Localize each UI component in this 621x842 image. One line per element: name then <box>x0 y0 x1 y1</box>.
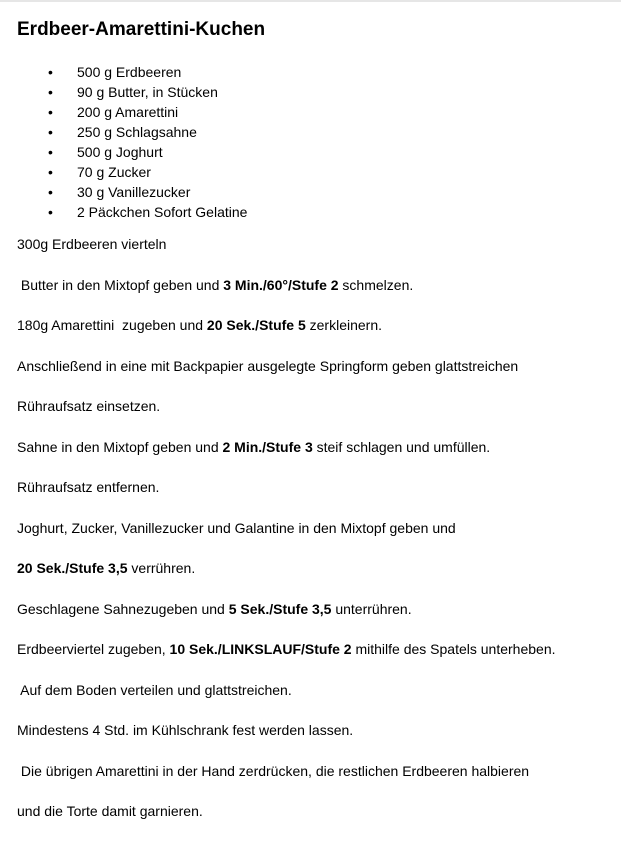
step-setting: 5 Sek./Stufe 3,5 <box>228 600 332 617</box>
bullet-icon: • <box>48 144 53 160</box>
ingredient-text: 90 g Butter, in Stücken <box>77 84 218 100</box>
instruction-step <box>17 437 607 478</box>
instruction-step <box>17 720 607 761</box>
ingredient-text: 500 g Joghurt <box>77 144 163 160</box>
step-text: Mindestens 4 Std. im Kühlschrank fest werden lassen. <box>17 722 354 738</box>
ingredient-text: 250 g Schlagsahne <box>77 124 197 140</box>
instruction-step <box>17 558 607 599</box>
instruction-step <box>17 356 607 397</box>
ingredient-item <box>17 122 607 142</box>
step-text: steif schlagen und umfüllen. <box>312 438 491 455</box>
ingredient-item <box>17 162 607 182</box>
ingredient-item <box>17 182 607 202</box>
step-setting: 2 Min./Stufe 3 <box>222 438 313 455</box>
step-text: Butter in den Mixtopf geben und <box>17 276 224 293</box>
instruction-step <box>17 234 607 275</box>
step-text: unterrühren. <box>331 600 412 617</box>
ingredient-item <box>17 62 607 82</box>
ingredient-text: 200 g Amarettini <box>77 104 179 120</box>
step-setting: 20 Sek./Stufe 5 <box>206 317 306 333</box>
step-text: Joghurt, Zucker, Vanillezucker und Galantine in den Mixtopf geben und <box>17 519 456 536</box>
step-text: 300g Erdbeeren vierteln <box>17 236 167 252</box>
step-text: Sahne in den Mixtopf geben und <box>17 438 223 455</box>
instruction-step <box>17 639 607 680</box>
instruction-step <box>17 396 607 437</box>
step-text: Auf dem Boden verteilen und glattstreichen. <box>17 681 292 698</box>
step-text: Geschlagene Sahnezugeben und <box>17 600 229 617</box>
bullet-icon: • <box>48 204 53 220</box>
step-text: Rühraufsatz einsetzen. <box>17 398 161 414</box>
step-text: und die Torte damit garnieren. <box>17 803 203 819</box>
instruction-step <box>17 801 607 842</box>
recipe-document <box>17 16 607 842</box>
bullet-icon: • <box>48 104 53 120</box>
ingredient-item <box>17 142 607 162</box>
bullet-icon: • <box>48 64 53 80</box>
ingredient-text: 70 g Zucker <box>77 164 151 180</box>
instruction-step <box>17 315 607 356</box>
bullet-icon: • <box>48 124 53 140</box>
bullet-icon: • <box>48 164 53 180</box>
ingredient-text: 30 g Vanillezucker <box>77 184 191 200</box>
instruction-step <box>17 518 607 559</box>
instruction-step <box>17 477 607 518</box>
step-text: 180g Amarettini zugeben und <box>17 317 207 333</box>
step-text: mithilfe des Spatels unterheben. <box>351 641 556 657</box>
instruction-step <box>17 599 607 640</box>
bullet-icon: • <box>48 184 53 200</box>
instruction-step <box>17 680 607 721</box>
ingredient-text: 2 Päckchen Sofort Gelatine <box>77 204 248 220</box>
ingredient-item <box>17 82 607 102</box>
step-text: Die übrigen Amarettini in der Hand zerdrücken, die restlichen Erdbeeren halbieren <box>17 762 530 779</box>
ingredient-text: 500 g Erdbeeren <box>77 64 182 80</box>
bullet-icon: • <box>48 84 53 100</box>
step-text: Erdbeerviertel zugeben, <box>17 641 170 657</box>
step-text: Rühraufsatz entfernen. <box>17 479 160 495</box>
step-text: schmelzen. <box>338 276 414 293</box>
step-text: verrühren. <box>127 560 196 576</box>
ingredient-item <box>17 202 607 222</box>
instruction-step <box>17 761 607 802</box>
step-setting: 10 Sek./LINKSLAUF/Stufe 2 <box>169 641 352 657</box>
ingredient-list <box>17 62 607 222</box>
instruction-list <box>17 234 607 842</box>
step-setting: 20 Sek./Stufe 3,5 <box>17 560 128 576</box>
top-border <box>0 0 621 2</box>
recipe-title: Erdbeer-Amarettini-Kuchen <box>17 19 266 40</box>
step-text: Anschließend in eine mit Backpapier ausgelegte Springform geben glattstreichen <box>17 357 519 374</box>
ingredient-item <box>17 102 607 122</box>
step-setting: 3 Min./60°/Stufe 2 <box>223 276 339 293</box>
step-text: zerkleinern. <box>305 317 383 333</box>
instruction-step <box>17 275 607 316</box>
